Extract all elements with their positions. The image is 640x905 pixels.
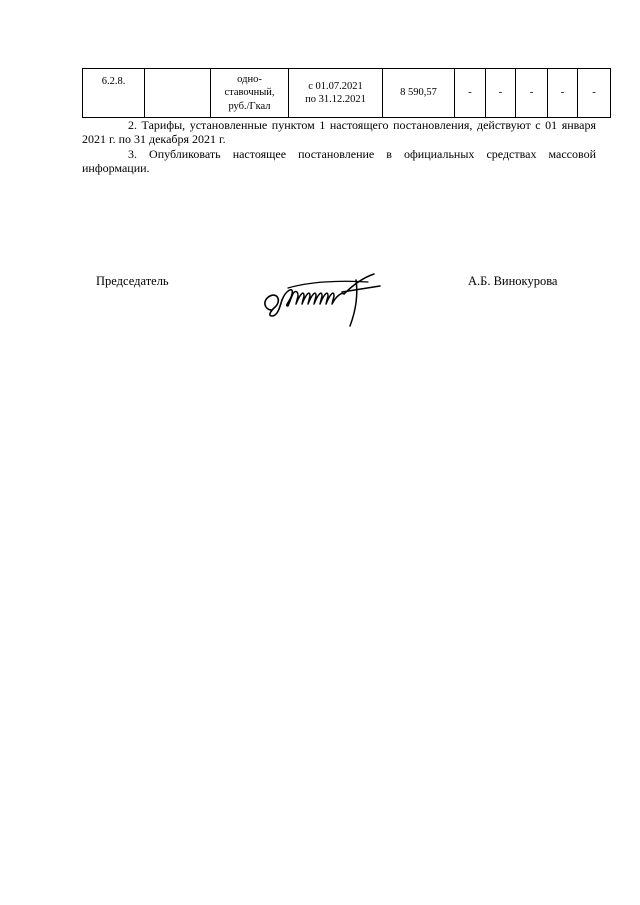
paragraph-3-text: 3. Опубликовать настоящее постановление в официальных средствах массовой информации. — [82, 147, 596, 175]
unit-cell — [211, 69, 289, 118]
signer-name: А.Б. Винокурова — [468, 274, 558, 288]
empty-value-cell-1: - — [455, 69, 486, 118]
period-line-1: с 01.07.2021 — [308, 80, 363, 92]
empty-value-cell-5: - — [578, 69, 611, 118]
handwritten-signature — [258, 270, 398, 334]
paragraph-3 — [82, 147, 596, 175]
paragraph-2-text: 2. Тарифы, установленные пунктом 1 настоящего постановления, действуют с 01 января 2021 г. по 31 декабря 2021 г. — [82, 118, 596, 146]
row-number-cell: 6.2.8. — [83, 69, 145, 118]
empty-value-cell-4: - — [548, 69, 578, 118]
table-row — [83, 69, 611, 118]
empty-value-cell-2: - — [486, 69, 516, 118]
tariff-table — [82, 68, 611, 118]
unit-line-1: одно- — [237, 74, 262, 86]
period-line-2: по 31.12.2021 — [305, 94, 366, 105]
unit-line-3: руб./Гкал — [228, 100, 271, 112]
empty-value-cell-3: - — [516, 69, 548, 118]
unit-line-2: ставочный, — [224, 87, 275, 99]
paragraph-2 — [82, 118, 596, 146]
group-cell — [145, 69, 211, 118]
signer-title: Председатель — [96, 274, 169, 288]
tariff-value-cell: 8 590,57 — [383, 69, 455, 118]
period-cell — [289, 69, 383, 118]
